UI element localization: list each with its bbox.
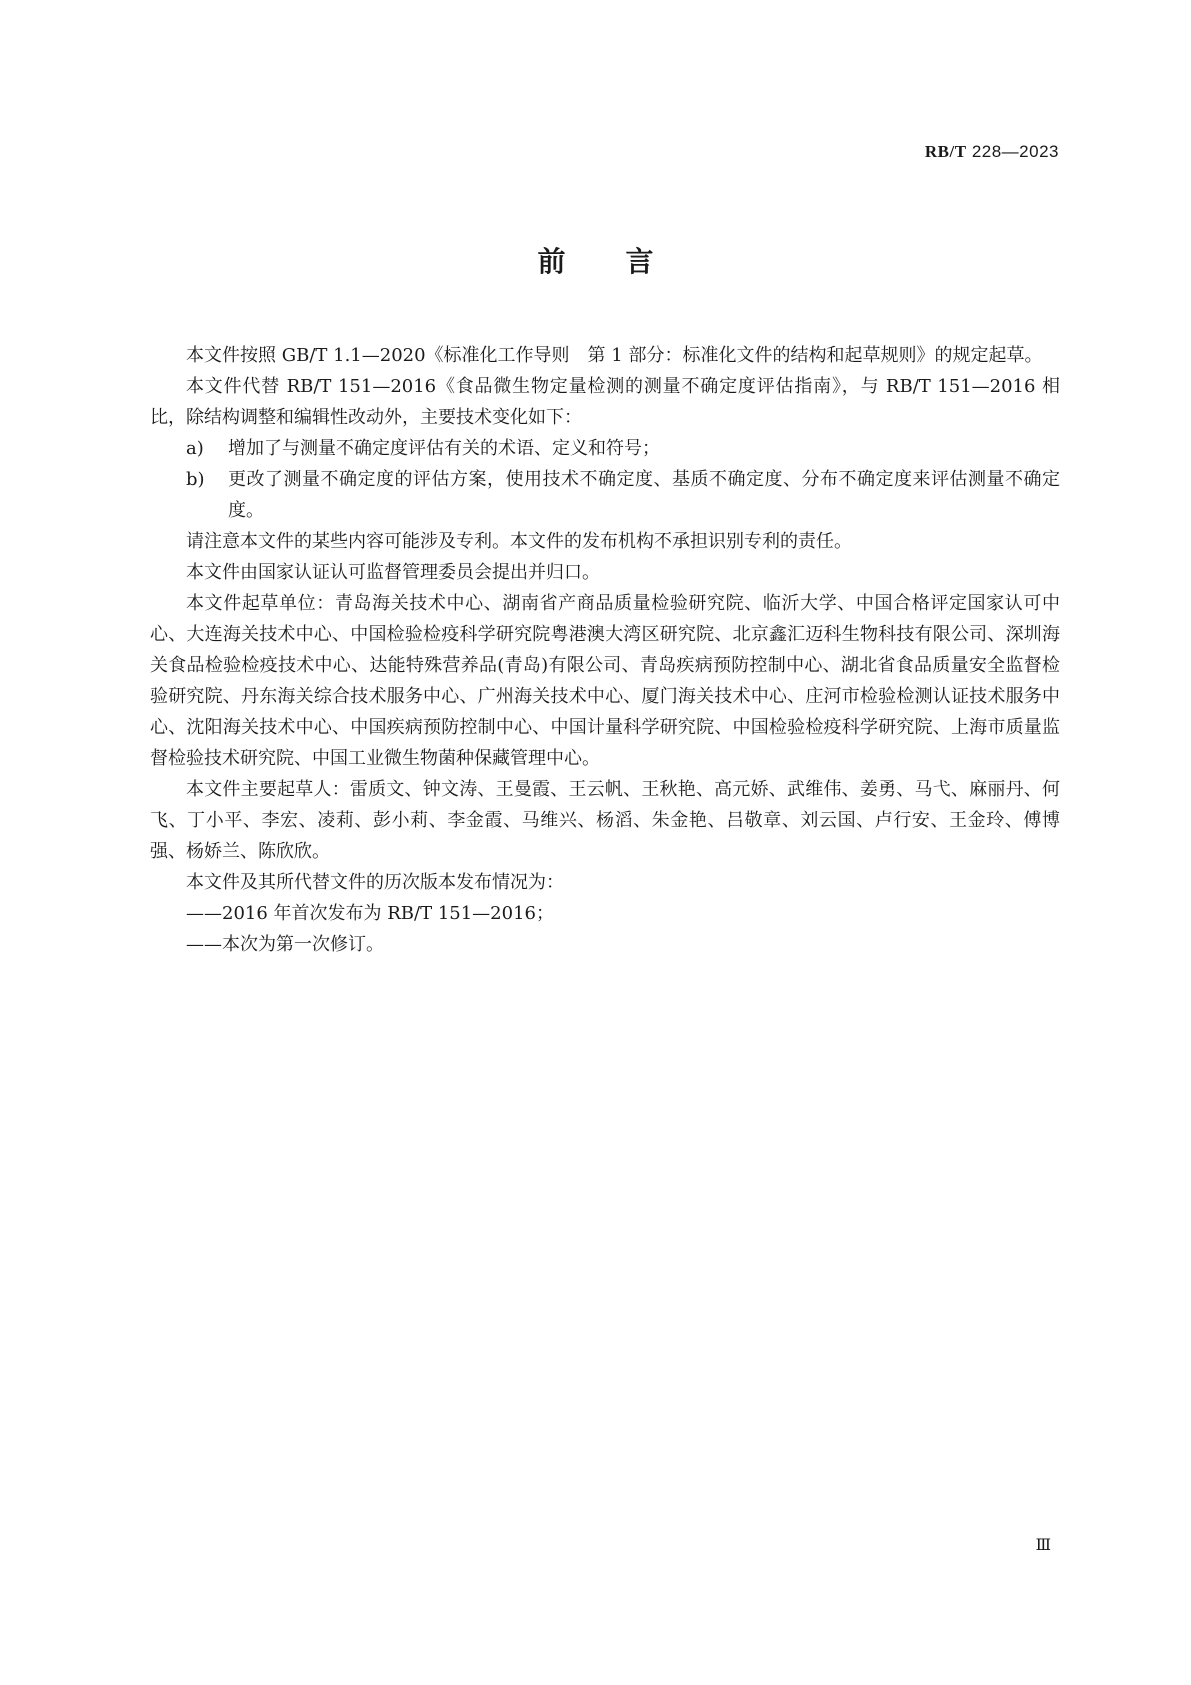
page-title: 前言 [537, 245, 714, 278]
document-code-prefix: RB/T [924, 142, 967, 161]
paragraph-version-history: 本文件及其所代替文件的历次版本发布情况为： [186, 872, 564, 893]
paragraph-drafting-basis: 本文件按照 GB/T 1.1—2020《标准化工作导则 第 1 部分：标准化文件的结构和起草规则》的规定起草。 [186, 345, 1043, 366]
list-item [186, 464, 1060, 526]
paragraph-replacement: 本文件代替 RB/T 151—2016《食品微生物定量检测的测量不确定度评估指南》，与 RB/T 151—2016 相比，除结构调整和编辑性改动外，主要技术变化如下： [150, 376, 1060, 428]
list-item [186, 433, 1060, 464]
list-item-label: a) [186, 438, 204, 459]
paragraph-drafting-units: 本文件起草单位：青岛海关技术中心、湖南省产商品质量检验研究院、临沂大学、中国合格评定国家认可中心、大连海关技术中心、中国检验检疫科学研究院粤港澳大湾区研究院、北京鑫汇迈科生物科技有限公司、深圳海关食品检验检疫技术中心、达能特殊营养品(青岛)有限公司、青岛疾病预防控制中心、湖北省食品质量安全监督检验研究院、丹东海关综合技术服务中心、广州海关技术中心、厦门海关技术中心、庄河市检验检测认证技术服务中心、沈阳海关技术中心、中国疾病预防控制中心、中国计量科学研究院、中国检验检疫科学研究院、上海市质量监督检验技术研究院、中国工业微生物菌种保藏管理中心。 [150, 593, 1060, 769]
document-body [150, 340, 1060, 960]
history-item: ——2016 年首次发布为 RB/T 151—2016； [186, 903, 554, 924]
paragraph-drafters: 本文件主要起草人：雷质文、钟文涛、王曼霞、王云帆、王秋艳、高元娇、武维伟、姜勇、马弋、麻丽丹、何飞、丁小平、李宏、凌莉、彭小莉、李金霞、马维兴、杨滔、朱金艳、吕敬章、刘云国、卢行安、王金玲、傅博强、杨娇兰、陈欣欣。 [150, 779, 1060, 862]
list-item-text: 更改了测量不确定度的评估方案，使用技术不确定度、基质不确定度、分布不确定度来评估测量不确定度。 [228, 469, 1060, 521]
document-code [925, 142, 1059, 162]
list-item-label: b) [186, 469, 205, 490]
paragraph-patent-notice: 请注意本文件的某些内容可能涉及专利。本文件的发布机构不承担识别专利的责任。 [186, 531, 852, 552]
list-item-text: 增加了与测量不确定度评估有关的术语、定义和符号； [228, 438, 660, 459]
page-number: Ⅲ [1035, 1535, 1051, 1554]
paragraph-proposer: 本文件由国家认证认可监督管理委员会提出并归口。 [186, 562, 600, 583]
history-item: ——本次为第一次修订。 [186, 934, 384, 955]
document-code-number: 228—2023 [966, 142, 1059, 161]
